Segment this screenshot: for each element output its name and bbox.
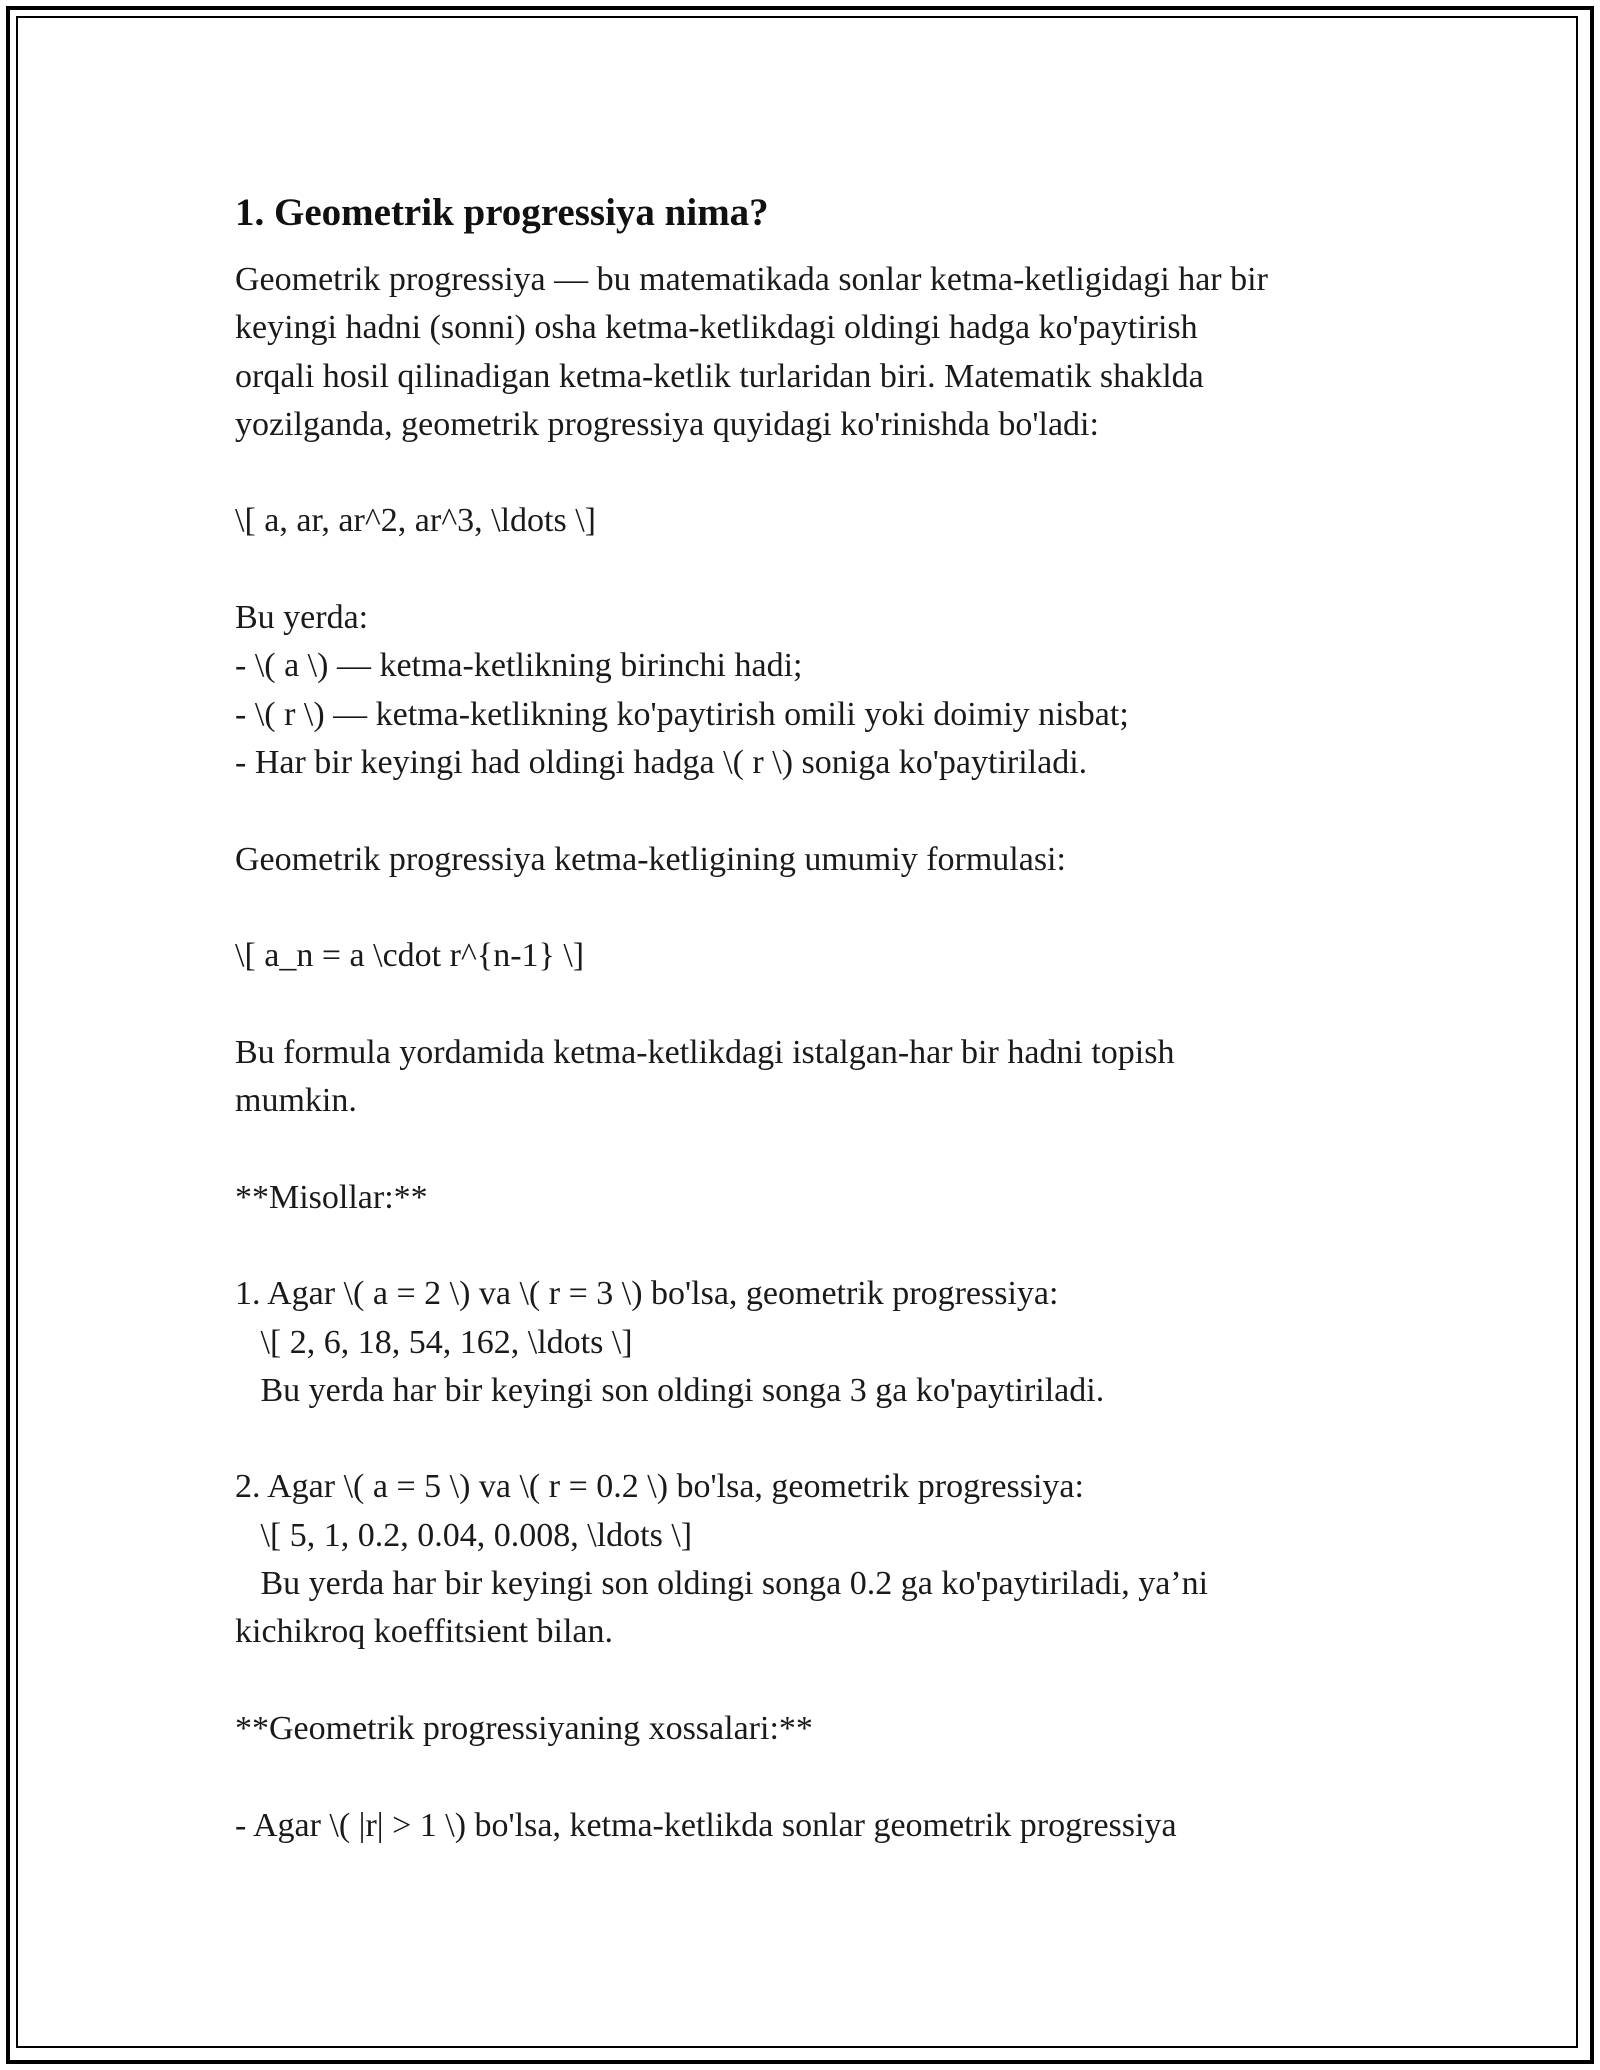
text-line: \[ 2, 6, 18, 54, 162, \ldots \]	[235, 1323, 633, 1361]
text-line: - \( a \) — ketma-ketlikning birinchi hadi;	[235, 647, 803, 685]
blank-line	[235, 546, 1365, 594]
text-line: keyingi hadni (sonni) osha ketma-ketlikdagi oldingi hadga ko'paytirish	[235, 309, 1198, 347]
text-line: \[ 5, 1, 0.2, 0.04, 0.008, \ldots \]	[235, 1516, 693, 1554]
blank-line	[235, 884, 1365, 932]
blank-line	[235, 1753, 1365, 1801]
text-line: kichikroq koeffitsient bilan.	[235, 1613, 614, 1651]
blank-line	[235, 980, 1365, 1028]
body-text	[235, 256, 1365, 1850]
text-line: **Geometrik progressiyaning xossalari:**	[235, 1709, 813, 1747]
text-line: \[ a_n = a \cdot r^{n-1} \]	[235, 937, 585, 975]
section-heading: 1. Geometrik progressiya nima?	[235, 191, 769, 234]
text-line: Bu formula yordamida ketma-ketlikdagi istalgan-har bir hadni topish	[235, 1033, 1175, 1071]
text-line: orqali hosil qilinadigan ketma-ketlik turlaridan biri. Matematik shaklda	[235, 357, 1204, 395]
blank-line	[235, 1222, 1365, 1270]
text-line: - \( r \) — ketma-ketlikning ko'paytirish omili yoki doimiy nisbat;	[235, 695, 1129, 733]
blank-line	[235, 1125, 1365, 1173]
text-line: Geometrik progressiya ketma-ketligining umumiy formulasi:	[235, 840, 1066, 878]
document-body	[235, 186, 1365, 1850]
blank-line	[235, 1657, 1365, 1705]
text-line: Bu yerda har bir keyingi son oldingi songa 3 ga ko'paytiriladi.	[235, 1371, 1105, 1409]
text-line: Bu yerda har bir keyingi son oldingi songa 0.2 ga ko'paytiriladi, ya’ni	[235, 1565, 1209, 1603]
text-line: \[ a, ar, ar^2, ar^3, \ldots \]	[235, 502, 596, 540]
text-line: mumkin.	[235, 1082, 357, 1120]
text-line: yozilganda, geometrik progressiya quyidagi ko'rinishda bo'ladi:	[235, 405, 1099, 443]
text-line: Bu yerda:	[235, 599, 369, 637]
text-line: 2. Agar \( a = 5 \) va \( r = 0.2 \) bo'lsa, geometrik progressiya:	[235, 1468, 1084, 1506]
text-line: - Har bir keyingi had oldingi hadga \( r \) soniga ko'paytiriladi.	[235, 743, 1088, 781]
blank-line	[235, 1415, 1365, 1463]
blank-line	[235, 449, 1365, 497]
text-line: 1. Agar \( a = 2 \) va \( r = 3 \) bo'lsa, geometrik progressiya:	[235, 1275, 1059, 1313]
text-line: Geometrik progressiya — bu matematikada sonlar ketma-ketligidagi har bir	[235, 261, 1268, 298]
text-line: - Agar \( |r| > 1 \) bo'lsa, ketma-ketlikda sonlar geometrik progressiya	[235, 1806, 1177, 1844]
blank-line	[235, 787, 1365, 835]
text-line: **Misollar:**	[235, 1178, 428, 1216]
